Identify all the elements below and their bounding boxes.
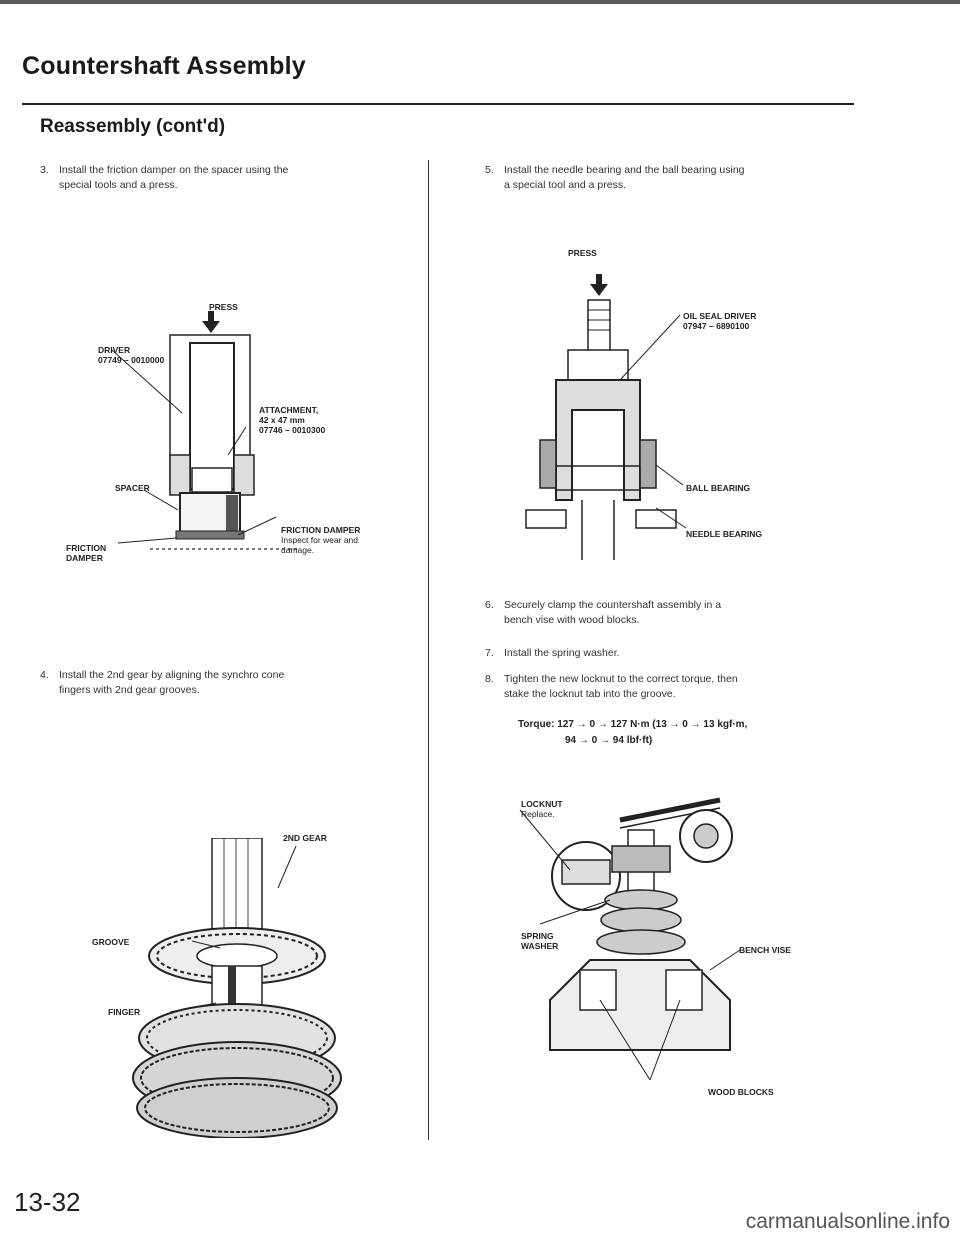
fig4-bench-vise-label: BENCH VISE: [739, 945, 791, 955]
oil-seal-driver-label: OIL SEAL DRIVER: [683, 311, 757, 321]
press-arrow-icon: [590, 274, 608, 296]
fig3-press-label: PRESS: [568, 248, 597, 258]
fig3-oil-seal-label: [683, 311, 756, 331]
step-text-line: Install the friction damper on the spacer using the: [59, 164, 289, 176]
step-number: 3.: [40, 164, 49, 176]
fig2-groove-label: GROOVE: [92, 937, 130, 947]
washer-label: WASHER: [521, 941, 559, 951]
torque-line: 94 → 0 → 94 lbf·ft): [565, 735, 653, 746]
fig1-spacer-label: SPACER: [115, 483, 150, 493]
spring-label: SPRING: [521, 931, 554, 941]
section-subtitle: Reassembly (cont'd): [40, 116, 226, 137]
step-text-line: Securely clamp the countershaft assembly in a: [504, 599, 722, 611]
fig1-driver-label: [98, 345, 164, 365]
attachment-part-number: 07746 – 0010300: [259, 425, 326, 435]
fig1-attachment-label: [259, 405, 325, 435]
fig4-wood-blocks-label: WOOD BLOCKS: [708, 1087, 774, 1097]
fig1-friction-damper-left-label: [66, 543, 106, 563]
driver-label: DRIVER: [98, 345, 131, 355]
step-text-line: a special tool and a press.: [504, 179, 626, 191]
top-rule: [0, 0, 960, 4]
replace-note: Replace.: [521, 809, 555, 819]
friction-damper-label: FRICTION DAMPER: [281, 525, 361, 535]
step-text-line: stake the locknut tab into the groove.: [504, 688, 676, 700]
fig1-press-label: PRESS: [209, 302, 238, 312]
attachment-label: ATTACHMENT,: [259, 405, 319, 415]
fig1-friction-damper-label: [281, 525, 360, 555]
step-number: 5.: [485, 164, 494, 176]
step-text-line: special tools and a press.: [59, 179, 178, 191]
fig3-ball-bearing-label: BALL BEARING: [686, 483, 751, 493]
step-number: 7.: [485, 647, 494, 659]
fig2-gear-label: 2ND GEAR: [283, 833, 327, 843]
friction-damper-press-diagram: [50, 295, 430, 595]
friction-label: FRICTION: [66, 543, 107, 553]
press-arrow-icon: [202, 311, 220, 333]
fig4-locknut-label: [521, 799, 563, 819]
step-text-line: Install the 2nd gear by aligning the synchro cone: [59, 669, 285, 681]
locknut-label: LOCKNUT: [521, 799, 563, 809]
driver-part-number: 07749 – 0010000: [98, 355, 165, 365]
step-number: 8.: [485, 673, 494, 685]
step-text-line: Install the spring washer.: [504, 647, 620, 659]
fig2-finger-label: FINGER: [108, 1007, 141, 1017]
step-text-line: Install the needle bearing and the ball bearing using: [504, 164, 745, 176]
step-text-line: bench vise with wood blocks.: [504, 614, 640, 626]
torque-spec: [518, 717, 747, 749]
step-number: 6.: [485, 599, 494, 611]
page-number: 13-32: [14, 1187, 81, 1217]
title-rule: [22, 103, 854, 105]
watermark: carmanualsonline.info: [745, 1210, 950, 1233]
step-number: 4.: [40, 669, 49, 681]
inspect-note: damage.: [281, 545, 315, 555]
step-text-line: fingers with 2nd gear grooves.: [59, 684, 200, 696]
step-text-line: Tighten the new locknut to the correct torque, then: [504, 673, 738, 685]
torque-line: Torque: 127 → 0 → 127 N·m (13 → 0 → 13 kgf·m,: [518, 719, 748, 730]
attachment-size: 42 x 47 mm: [259, 415, 305, 425]
bearing-press-diagram: [520, 240, 820, 570]
inspect-note: Inspect for wear and: [281, 535, 359, 545]
damper-label: DAMPER: [66, 553, 103, 563]
page-title: Countershaft Assembly: [22, 52, 306, 80]
fig3-needle-bearing-label: NEEDLE BEARING: [686, 529, 763, 539]
oil-seal-driver-part-number: 07947 – 6890100: [683, 321, 750, 331]
second-gear-diagram: [120, 838, 410, 1138]
fig4-spring-washer-label: [521, 931, 558, 951]
